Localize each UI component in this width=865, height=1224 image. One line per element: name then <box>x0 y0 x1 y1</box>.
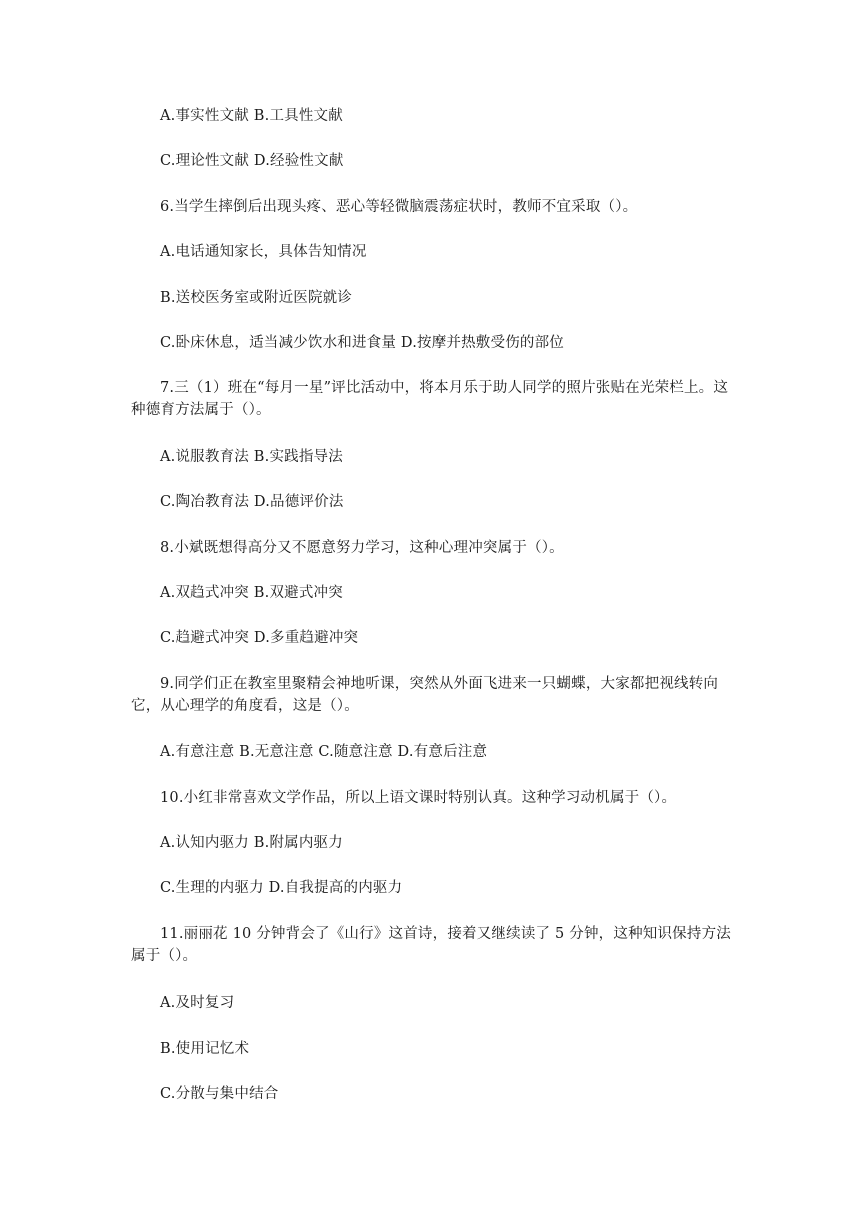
question-11: 11.丽丽花 10 分钟背会了《山行》这首诗，接着又继续读了 5 分钟，这种知识保持方法属于（）。 <box>131 926 731 964</box>
option-line: C.理论性文献 D.经验性文献 <box>160 153 344 169</box>
option-line: B.使用记忆术 <box>160 1041 250 1057</box>
option-line: A.及时复习 <box>160 995 235 1011</box>
option-line: C.陶冶教育法 D.品德评价法 <box>160 494 344 510</box>
question-6: 6.当学生摔倒后出现头疼、恶心等轻微脑震荡症状时，教师不宜采取（）。 <box>160 199 638 215</box>
option-line: A.双趋式冲突 B.双避式冲突 <box>160 585 343 601</box>
option-line: A.有意注意 B.无意注意 C.随意注意 D.有意后注意 <box>160 744 488 760</box>
option-line: B.送校医务室或附近医院就诊 <box>160 290 353 306</box>
option-line: A.认知内驱力 B.附属内驱力 <box>160 835 343 851</box>
option-line: C.卧床休息，适当减少饮水和进食量 D.按摩并热敷受伤的部位 <box>160 335 565 351</box>
option-line: A.事实性文献 B.工具性文献 <box>160 108 343 124</box>
option-line: C.分散与集中结合 <box>160 1086 279 1102</box>
question-9: 9.同学们正在教室里聚精会神地听课，突然从外面飞进来一只蝴蝶，大家都把视线转向它，从心理学的角度看，这是（）。 <box>131 676 719 714</box>
option-line: A.电话通知家长，具体告知情况 <box>160 244 367 260</box>
option-line: C.生理的内驱力 D.自我提高的内驱力 <box>160 880 403 896</box>
question-7: 7.三（1）班在“每月一星”评比活动中，将本月乐于助人同学的照片张贴在光荣栏上。这种德育方法属于（）。 <box>131 380 729 418</box>
question-8: 8.小斌既想得高分又不愿意努力学习，这种心理冲突属于（）。 <box>160 540 564 556</box>
option-line: C.趋避式冲突 D.多重趋避冲突 <box>160 630 359 646</box>
option-line: A.说服教育法 B.实践指导法 <box>160 449 343 465</box>
question-10: 10.小红非常喜欢文学作品，所以上语文课时特别认真。这种学习动机属于（）。 <box>160 790 677 806</box>
